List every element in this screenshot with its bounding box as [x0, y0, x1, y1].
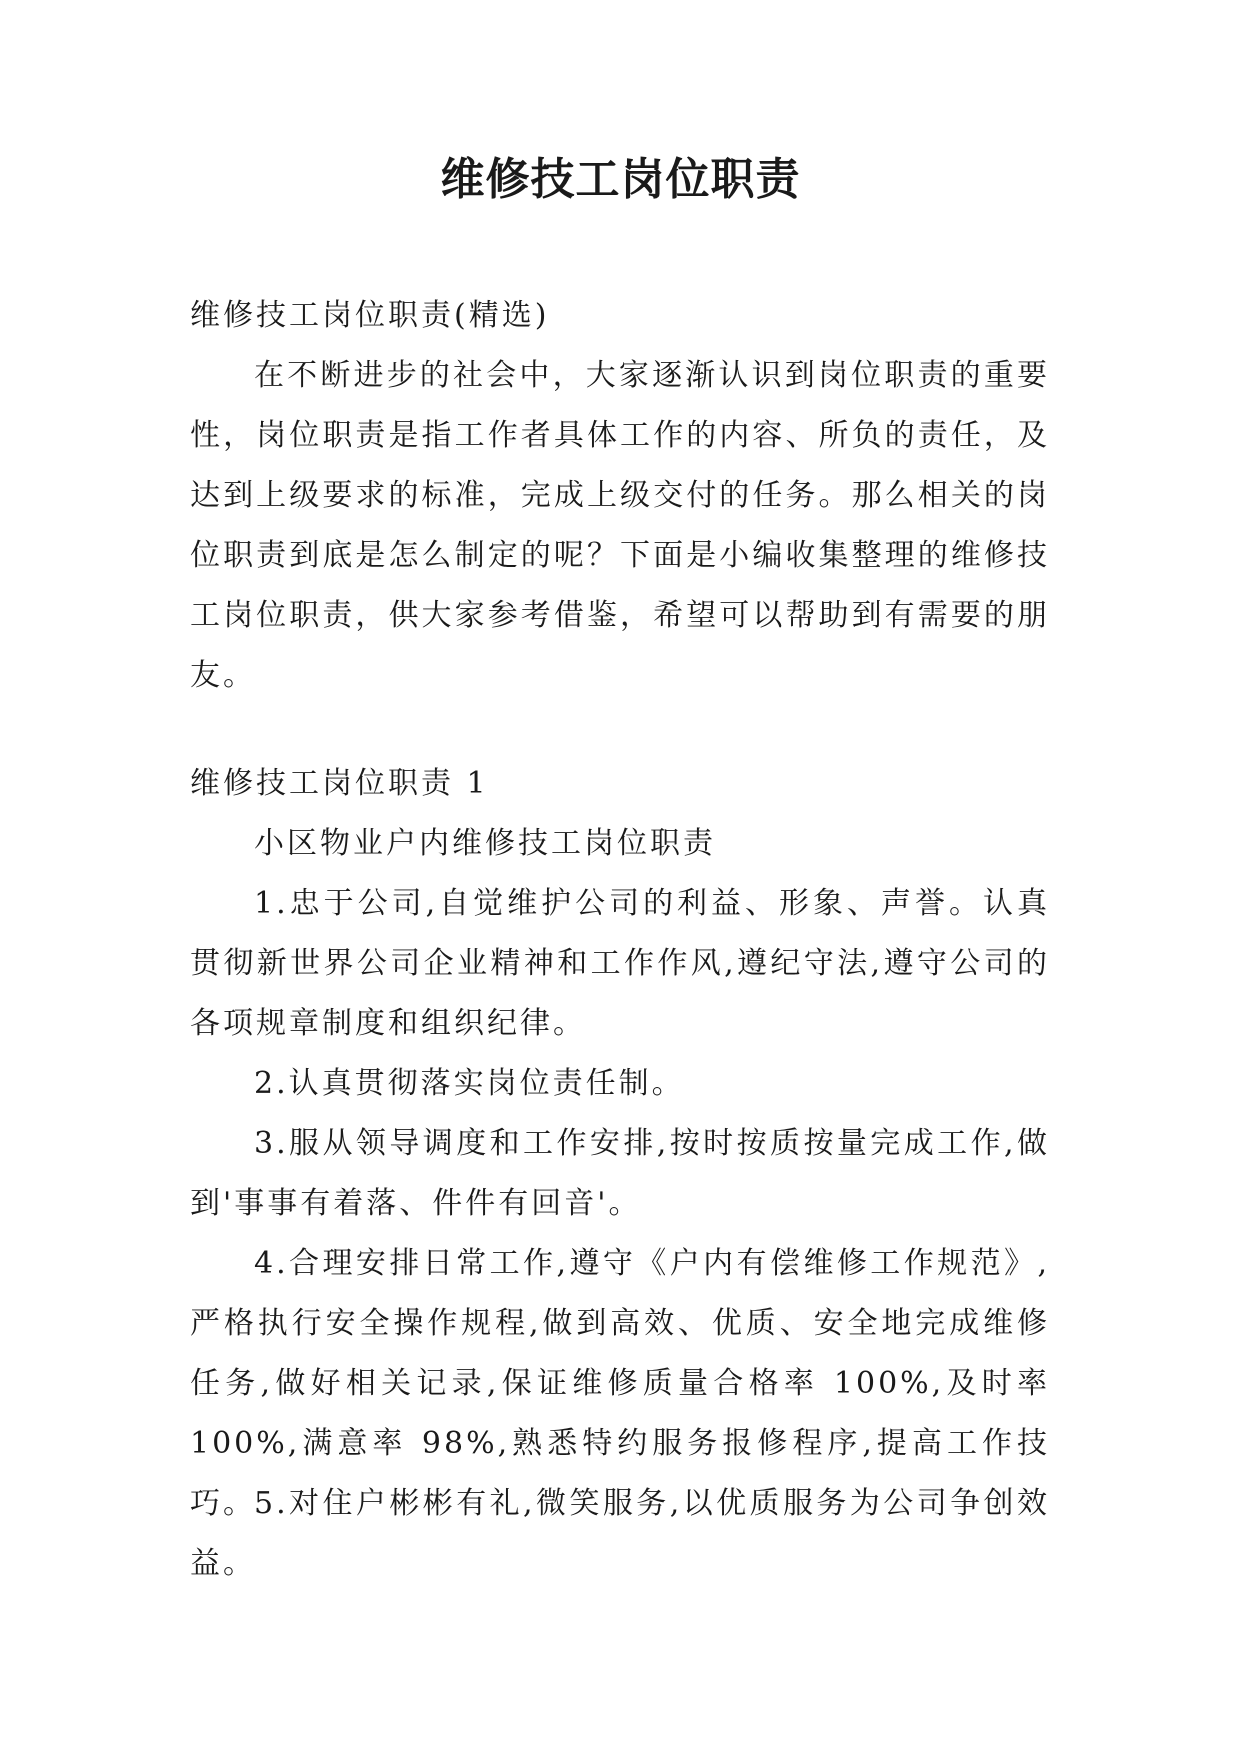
duty-item-5: 5.对住户彬彬有礼,微笑服务,以优质服务为公司争创效益。 — [190, 1486, 1050, 1581]
duty-item-1: 1.忠于公司,自觉维护公司的利益、形象、声誉。认真贯彻新世界公司企业精神和工作作风,遵纪守法,遵守公司的各项规章制度和组织纪律。 — [190, 886, 1050, 1041]
duty-item-4: 4.合理安排日常工作,遵守《户内有偿维修工作规范》,严格执行安全操作规程,做到高效、优质、安全地完成维修任务,做好相关记录,保证维修质量合格率 100%,及时率 100%,满意率 98%,熟悉特约服务报修程序,提高工作技巧。 — [190, 1246, 1050, 1521]
section-subheading: 小区物业户内维修技工岗位职责 — [254, 826, 716, 861]
duty-item-2: 2.认真贯彻落实岗位责任制。 — [254, 1066, 685, 1101]
document-title: 维修技工岗位职责 — [440, 154, 801, 205]
intro-paragraph: 在不断进步的社会中，大家逐渐认识到岗位职责的重要性，岗位职责是指工作者具体工作的内容、所负的责任，及达到上级要求的标准，完成上级交付的任务。那么相关的岗位职责到底是怎么制定的呢？下面是小编收集整理的维修技工岗位职责，供大家参考借鉴，希望可以帮助到有需要的朋友。 — [190, 358, 1050, 693]
section-heading: 维修技工岗位职责 1 — [190, 766, 489, 801]
duty-item-3: 3.服从领导调度和工作安排,按时按质按量完成工作,做到'事事有着落、件件有回音'。 — [190, 1126, 1050, 1221]
document-subtitle: 维修技工岗位职责(精选) — [190, 298, 550, 333]
